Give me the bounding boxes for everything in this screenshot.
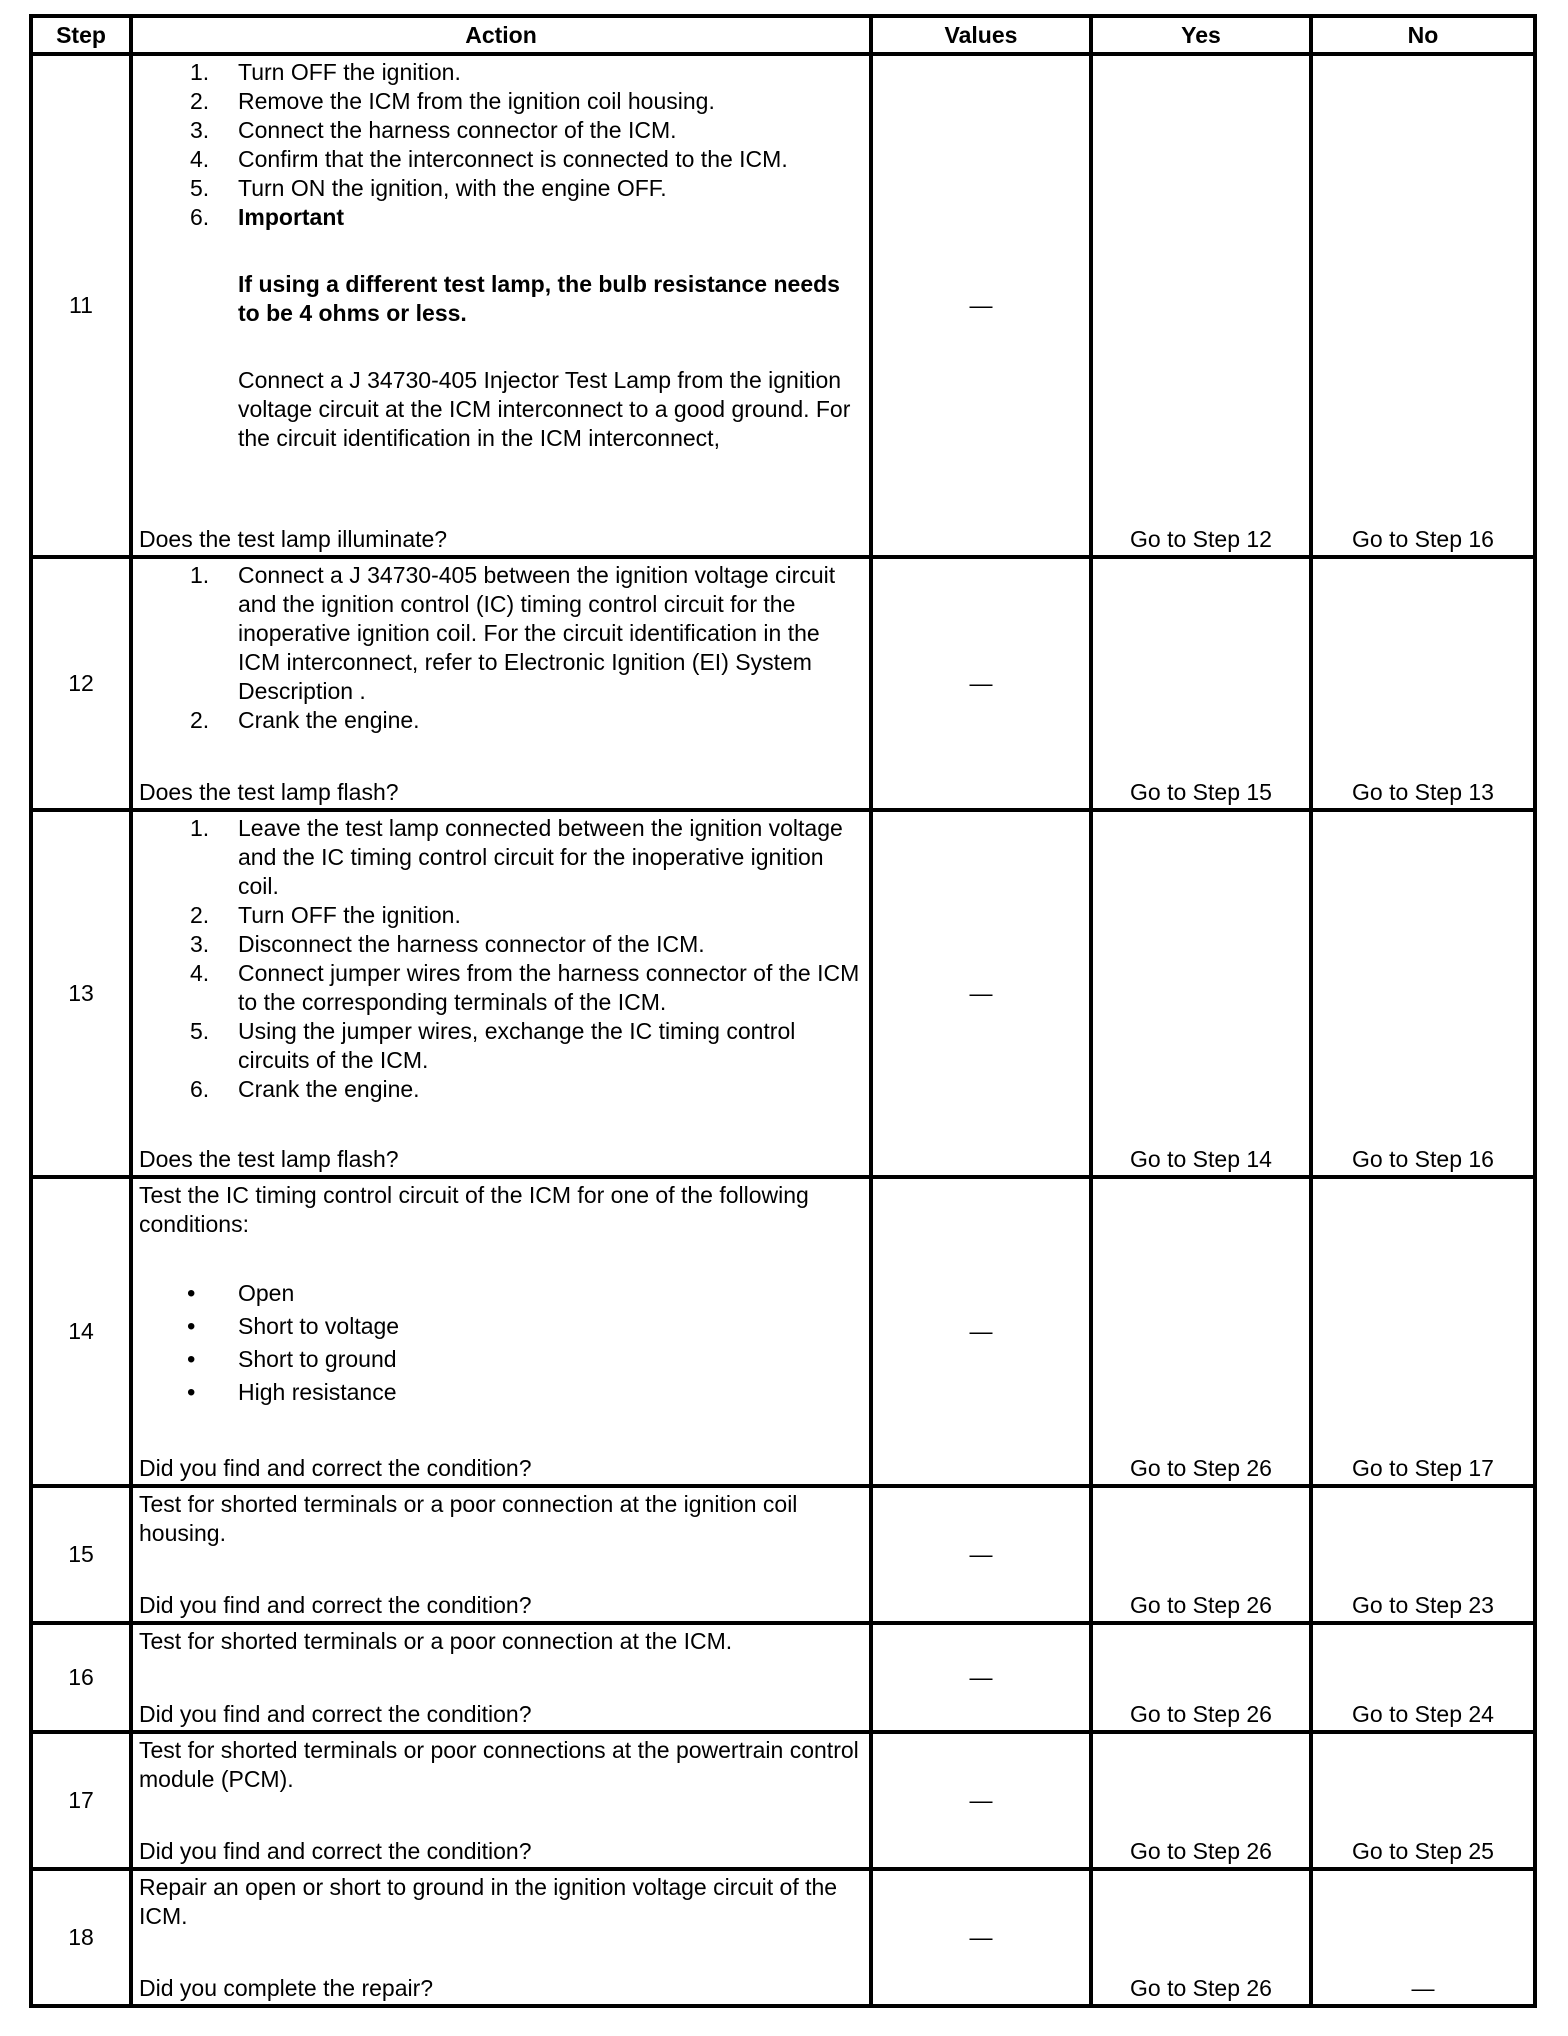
instruction-text: Test the IC timing control circuit of the ICM for one of the following conditions: bbox=[139, 1182, 809, 1237]
list-item: 5. Turn ON the ignition, with the engine OFF. bbox=[190, 175, 667, 201]
important-label: Important bbox=[238, 204, 345, 230]
instruction-text: Test for shorted terminals or a poor connection at the ICM. bbox=[139, 1628, 733, 1654]
list-item: 1. Leave the test lamp connected between the ignition voltage and the IC timing control circuit for the inoperative ignition coil. bbox=[190, 815, 843, 899]
step-number: 13 bbox=[31, 810, 131, 1177]
yes-link[interactable]: Go to Step 12 bbox=[1091, 54, 1311, 557]
no-link[interactable]: Go to Step 13 bbox=[1311, 557, 1535, 810]
list-item: 2. Turn OFF the ignition. bbox=[190, 902, 461, 928]
list-item: 6. Important bbox=[190, 204, 345, 230]
list-item: • High resistance bbox=[187, 1379, 397, 1406]
important-note: If using a different test lamp, the bulb resistance needs to be 4 ohms or less. bbox=[238, 271, 840, 326]
yes-link[interactable]: Go to Step 14 bbox=[1091, 810, 1311, 1177]
instruction-text: Repair an open or short to ground in the ignition voltage circuit of the ICM. bbox=[139, 1874, 838, 1929]
list-item: 2. Crank the engine. bbox=[190, 707, 420, 733]
condition-list bbox=[139, 1277, 863, 1409]
step-list bbox=[139, 58, 863, 232]
diagnostic-table bbox=[29, 14, 1537, 2008]
table-row bbox=[31, 810, 1535, 1177]
list-item: • Open bbox=[187, 1280, 295, 1307]
yes-link[interactable]: Go to Step 26 bbox=[1091, 1869, 1311, 2006]
step-number: 11 bbox=[31, 54, 131, 557]
header-no: No bbox=[1311, 16, 1535, 54]
table-row bbox=[31, 1177, 1535, 1486]
values-cell: — bbox=[871, 557, 1091, 810]
no-value: — bbox=[1311, 1869, 1535, 2006]
step-number: 15 bbox=[31, 1486, 131, 1623]
no-link[interactable]: Go to Step 16 bbox=[1311, 810, 1535, 1177]
table-row bbox=[31, 1732, 1535, 1869]
table-row bbox=[31, 1623, 1535, 1732]
step-number: 18 bbox=[31, 1869, 131, 2006]
list-item: 4. Confirm that the interconnect is connected to the ICM. bbox=[190, 146, 788, 172]
table-row bbox=[31, 1486, 1535, 1623]
values-cell: — bbox=[871, 810, 1091, 1177]
action-cell bbox=[131, 54, 871, 557]
question-text: Did you find and correct the condition? bbox=[139, 1455, 532, 1481]
question-text: Did you find and correct the condition? bbox=[139, 1592, 532, 1618]
table-row bbox=[31, 557, 1535, 810]
header-step: Step bbox=[31, 16, 131, 54]
action-cell bbox=[131, 810, 871, 1177]
list-item: 1. Turn OFF the ignition. bbox=[190, 59, 461, 85]
list-item: • Short to ground bbox=[187, 1346, 397, 1373]
no-link[interactable]: Go to Step 25 bbox=[1311, 1732, 1535, 1869]
values-cell: — bbox=[871, 1732, 1091, 1869]
values-cell: — bbox=[871, 1486, 1091, 1623]
no-link[interactable]: Go to Step 24 bbox=[1311, 1623, 1535, 1732]
step-number: 17 bbox=[31, 1732, 131, 1869]
instruction-text: Connect a J 34730-405 Injector Test Lamp from the ignition voltage circuit at the ICM interconnect to a good ground. For the circuit identification in the ICM interconnect, bbox=[238, 367, 851, 451]
action-cell bbox=[131, 1869, 871, 2006]
question-text: Does the test lamp flash? bbox=[139, 1146, 399, 1172]
list-item: 1. Connect a J 34730-405 between the ignition voltage circuit and the ignition control (IC) timing control circuit for the inoperative ignition coil. For the circuit identification in the ICM interconnect, refer to Electronic Ignition (EI) System Description . bbox=[190, 562, 836, 704]
values-cell: — bbox=[871, 1623, 1091, 1732]
no-link[interactable]: Go to Step 23 bbox=[1311, 1486, 1535, 1623]
step-number: 12 bbox=[31, 557, 131, 810]
yes-link[interactable]: Go to Step 26 bbox=[1091, 1623, 1311, 1732]
question-text: Did you find and correct the condition? bbox=[139, 1838, 532, 1864]
question-text: Does the test lamp illuminate? bbox=[139, 526, 448, 552]
table-row bbox=[31, 1869, 1535, 2006]
step-number: 16 bbox=[31, 1623, 131, 1732]
header-values: Values bbox=[871, 16, 1091, 54]
action-cell bbox=[131, 1732, 871, 1869]
values-cell: — bbox=[871, 1869, 1091, 2006]
yes-link[interactable]: Go to Step 15 bbox=[1091, 557, 1311, 810]
yes-link[interactable]: Go to Step 26 bbox=[1091, 1177, 1311, 1486]
step-number: 14 bbox=[31, 1177, 131, 1486]
values-cell: — bbox=[871, 54, 1091, 557]
header-yes: Yes bbox=[1091, 16, 1311, 54]
yes-link[interactable]: Go to Step 26 bbox=[1091, 1732, 1311, 1869]
table-row bbox=[31, 54, 1535, 557]
list-item: 3. Disconnect the harness connector of the ICM. bbox=[190, 931, 705, 957]
list-item: 4. Connect jumper wires from the harness connector of the ICM to the corresponding terminals of the ICM. bbox=[190, 960, 860, 1015]
instruction-text: Test for shorted terminals or poor connections at the powertrain control module (PCM). bbox=[139, 1737, 859, 1792]
question-text: Did you complete the repair? bbox=[139, 1975, 434, 2001]
no-link[interactable]: Go to Step 16 bbox=[1311, 54, 1535, 557]
question-text: Does the test lamp flash? bbox=[139, 779, 399, 805]
list-item: 3. Connect the harness connector of the ICM. bbox=[190, 117, 677, 143]
values-cell: — bbox=[871, 1177, 1091, 1486]
list-item: 2. Remove the ICM from the ignition coil housing. bbox=[190, 88, 715, 114]
step-list bbox=[139, 561, 863, 735]
step-list bbox=[139, 814, 863, 1104]
no-link[interactable]: Go to Step 17 bbox=[1311, 1177, 1535, 1486]
instruction-text: Test for shorted terminals or a poor connection at the ignition coil housing. bbox=[139, 1491, 798, 1546]
action-cell bbox=[131, 1623, 871, 1732]
list-item: • Short to voltage bbox=[187, 1313, 400, 1340]
yes-link[interactable]: Go to Step 26 bbox=[1091, 1486, 1311, 1623]
action-cell bbox=[131, 557, 871, 810]
action-cell bbox=[131, 1486, 871, 1623]
header-action: Action bbox=[131, 16, 871, 54]
question-text: Did you find and correct the condition? bbox=[139, 1701, 532, 1727]
action-cell bbox=[131, 1177, 871, 1486]
list-item: 6. Crank the engine. bbox=[190, 1076, 420, 1102]
list-item: 5. Using the jumper wires, exchange the IC timing control circuits of the ICM. bbox=[190, 1018, 796, 1073]
header-row bbox=[31, 16, 1535, 54]
